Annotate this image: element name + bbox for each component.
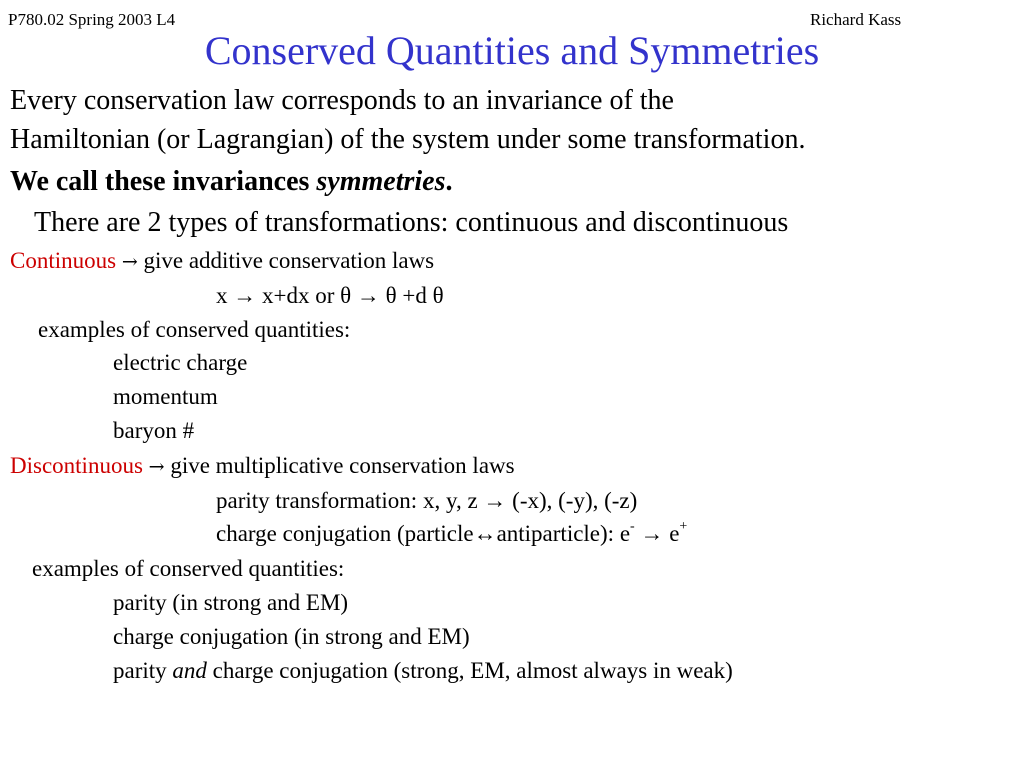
discontinuous-example-3: parity and charge conjugation (strong, EM, almost always in weak) bbox=[113, 658, 733, 683]
discontinuous-examples-heading: examples of conserved quantities: bbox=[32, 556, 345, 581]
charge-conjugation-line: charge conjugation (particle↔antiparticle): e- → e+ bbox=[216, 519, 688, 546]
header-author: Richard Kass bbox=[810, 10, 902, 29]
intro-bold-text: We call these invariances bbox=[10, 166, 317, 197]
intro-line-3 bbox=[10, 165, 453, 199]
parity-transformation-line: parity transformation: x, y, z → (-x), (-y), (-z) bbox=[216, 488, 638, 513]
intro-period: . bbox=[445, 166, 453, 197]
discontinuous-example-2: charge conjugation (in strong and EM) bbox=[113, 624, 470, 649]
arrow-icon: → bbox=[121, 251, 138, 273]
intro-line-1: Every conservation law corresponds to an invariance of the bbox=[10, 85, 674, 116]
continuous-examples-heading: examples of conserved quantities: bbox=[38, 317, 351, 342]
intro-line-2: Hamiltonian (or Lagrangian) of the system under some transformation. bbox=[10, 124, 806, 155]
discontinuous-label: Discontinuous bbox=[10, 453, 143, 478]
continuous-example-3: baryon # bbox=[113, 418, 195, 443]
continuous-text: give additive conservation laws bbox=[137, 248, 435, 273]
discontinuous-line bbox=[10, 452, 515, 481]
arrow-icon: → bbox=[148, 456, 165, 478]
discontinuous-text: give multiplicative conservation laws bbox=[164, 453, 515, 478]
continuous-example-2: momentum bbox=[113, 384, 218, 409]
intro-line-4: There are 2 types of transformations: continuous and discontinuous bbox=[34, 207, 789, 238]
intro-symmetries: symmetries bbox=[316, 166, 446, 197]
continuous-transform: x → x+dx or θ → θ +d θ bbox=[216, 283, 444, 308]
continuous-example-1: electric charge bbox=[113, 350, 248, 375]
header-course: P780.02 Spring 2003 L4 bbox=[8, 10, 176, 29]
discontinuous-example-1: parity (in strong and EM) bbox=[113, 590, 349, 615]
slide-title: Conserved Quantities and Symmetries bbox=[204, 28, 820, 73]
continuous-line bbox=[10, 247, 434, 276]
continuous-label: Continuous bbox=[10, 248, 117, 273]
